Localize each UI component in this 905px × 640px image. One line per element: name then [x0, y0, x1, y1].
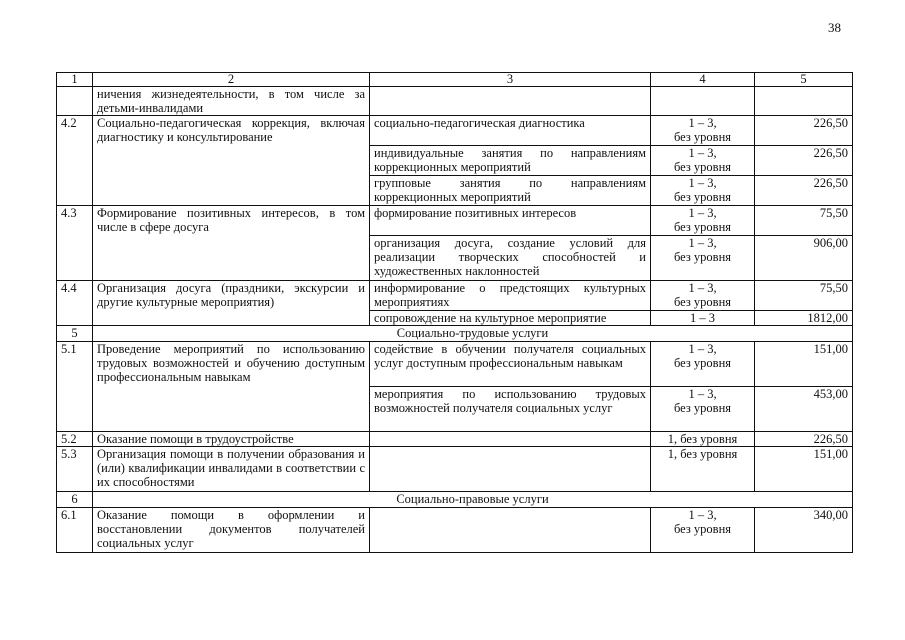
- price-cell: 906,00: [755, 236, 853, 281]
- table-row: [57, 342, 853, 387]
- level-cell: 1 – 3, без уровня: [651, 146, 755, 176]
- row-number: 4.4: [57, 281, 93, 326]
- price-cell: 453,00: [755, 387, 853, 432]
- service-cell: информирование о предстоящих культурных мероприятиях: [370, 281, 651, 311]
- level-cell: 1, без уровня: [651, 432, 755, 447]
- service-cell: организация досуга, создание условий для реализации творческих способностей и художественных наклонностей: [370, 236, 651, 281]
- row-number: 5.1: [57, 342, 93, 432]
- row-number: 5.2: [57, 432, 93, 447]
- table-row: [57, 281, 853, 311]
- level-cell: 1 – 3, без уровня: [651, 342, 755, 387]
- price-cell: 151,00: [755, 447, 853, 492]
- row-description: Проведение мероприятий по использованию трудовых возможностей и обучению доступным профессиональным навыкам: [93, 342, 370, 432]
- row-description: Организация досуга (праздники, экскурсии и другие культурные мероприятия): [93, 281, 370, 326]
- section-number: 5: [57, 326, 93, 342]
- services-table: [56, 72, 853, 553]
- level-cell: 1 – 3, без уровня: [651, 206, 755, 236]
- row-number: [57, 87, 93, 116]
- table-row: [57, 432, 853, 447]
- price-cell: 1812,00: [755, 311, 853, 326]
- row-description: Социально-педагогическая коррекция, включая диагностику и консультирование: [93, 116, 370, 206]
- column-header: 5: [755, 73, 853, 87]
- section-title: Социально-трудовые услуги: [93, 326, 853, 342]
- service-cell: формирование позитивных интересов: [370, 206, 651, 236]
- row-description: ничения жизнедеятельности, в том числе за детьми-инвалидами: [93, 87, 370, 116]
- service-cell: индивидуальные занятия по направлениям коррекционных мероприятий: [370, 146, 651, 176]
- service-cell: [370, 508, 651, 553]
- level-cell: [651, 87, 755, 116]
- row-number: 5.3: [57, 447, 93, 492]
- column-header: 3: [370, 73, 651, 87]
- level-cell: 1 – 3, без уровня: [651, 176, 755, 206]
- row-description: Организация помощи в получении образования и (или) квалификации инвалидами в соответствии с их способностями: [93, 447, 370, 492]
- service-cell: социально-педагогическая диагностика: [370, 116, 651, 146]
- level-cell: 1 – 3, без уровня: [651, 236, 755, 281]
- service-cell: сопровождение на культурное мероприятие: [370, 311, 651, 326]
- level-cell: 1, без уровня: [651, 447, 755, 492]
- table-row: [57, 508, 853, 553]
- row-description: Оказание помощи в оформлении и восстановлении документов получателей социальных услуг: [93, 508, 370, 553]
- level-cell: 1 – 3, без уровня: [651, 116, 755, 146]
- section-row: [57, 492, 853, 508]
- price-cell: 226,50: [755, 146, 853, 176]
- service-cell: мероприятия по использованию трудовых возможностей получателя социальных услуг: [370, 387, 651, 432]
- level-cell: 1 – 3, без уровня: [651, 281, 755, 311]
- row-description: Оказание помощи в трудоустройстве: [93, 432, 370, 447]
- price-cell: 75,50: [755, 206, 853, 236]
- row-number: 4.3: [57, 206, 93, 281]
- table-row: [57, 206, 853, 236]
- table-row: [57, 447, 853, 492]
- level-cell: 1 – 3: [651, 311, 755, 326]
- column-header: 1: [57, 73, 93, 87]
- section-number: 6: [57, 492, 93, 508]
- row-number: 6.1: [57, 508, 93, 553]
- table-row: [57, 87, 853, 116]
- section-title: Социально-правовые услуги: [93, 492, 853, 508]
- level-cell: 1 – 3, без уровня: [651, 508, 755, 553]
- service-cell: [370, 432, 651, 447]
- level-cell: 1 – 3, без уровня: [651, 387, 755, 432]
- page-number: 38: [828, 20, 841, 35]
- price-cell: 75,50: [755, 281, 853, 311]
- service-cell: [370, 87, 651, 116]
- price-cell: 226,50: [755, 116, 853, 146]
- column-header: 4: [651, 73, 755, 87]
- column-header: 2: [93, 73, 370, 87]
- price-cell: 226,50: [755, 432, 853, 447]
- price-cell: 151,00: [755, 342, 853, 387]
- price-cell: [755, 87, 853, 116]
- price-cell: 226,50: [755, 176, 853, 206]
- row-description: Формирование позитивных интересов, в том числе в сфере досуга: [93, 206, 370, 281]
- service-cell: содействие в обучении получателя социальных услуг доступным профессиональным навыкам: [370, 342, 651, 387]
- table-row: [57, 116, 853, 146]
- service-cell: групповые занятия по направлениям коррекционных мероприятий: [370, 176, 651, 206]
- price-cell: 340,00: [755, 508, 853, 553]
- table-header-row: [57, 73, 853, 87]
- row-number: 4.2: [57, 116, 93, 206]
- section-row: [57, 326, 853, 342]
- service-cell: [370, 447, 651, 492]
